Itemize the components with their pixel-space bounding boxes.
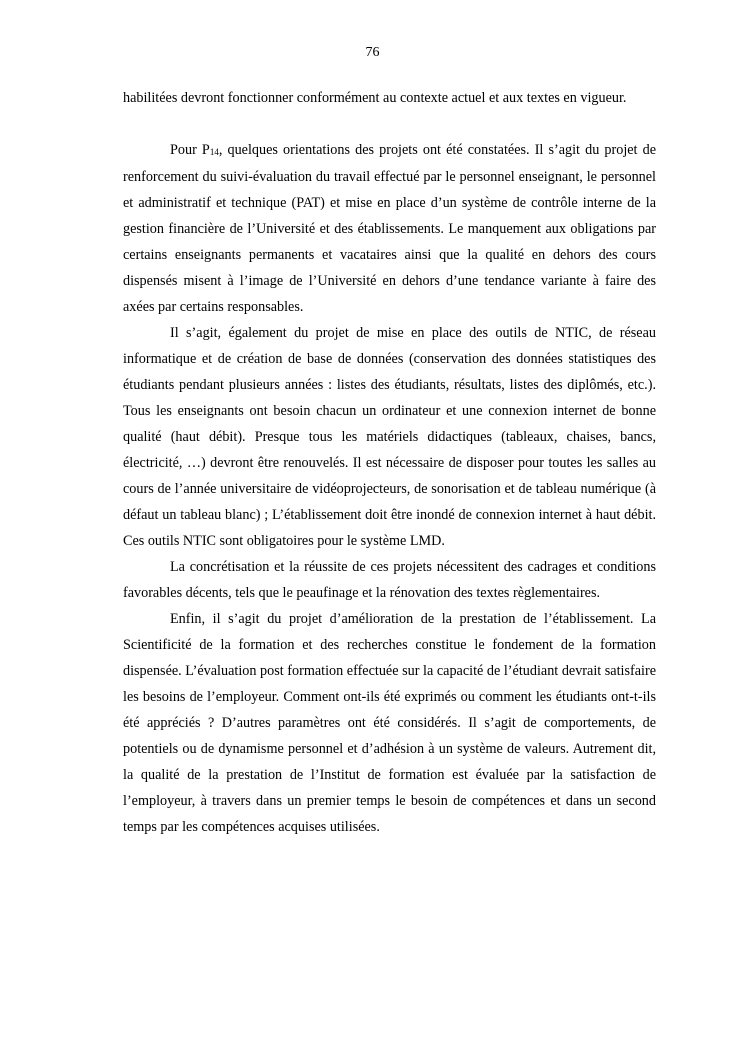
paragraph-amelioration-prestation: Enfin, il s’agit du projet d’amélioration de la prestation de l’établissement. La Scientificité de la formation et des recherches constitue le fondement de la formation dispensée. L’évaluation post formation effectuée sur la capacité de l’étudiant devrait satisfaire les besoins de l’employeur. Comment ont-ils été exprimés ou comment les étudiants ont-t-ils été appréciés ? D’autres paramètres ont été considérés. Il s’agit de comportements, de potentiels ou de dynamisme personnel et d’adhésion à un système de valeurs. Autrement dit, la qualité de la prestation de l’Institut de formation est évaluée par la satisfaction de l’employeur, à travers dans un premier temps le besoin de compétences et dans un second temps par les compétences acquises utilisées. — [123, 611, 656, 835]
page-number: 76 — [365, 45, 380, 60]
paragraph-concretisation: La concrétisation et la réussite de ces projets nécessitent des cadrages et conditions favorables décents, tels que le peaufinage et la rénovation des textes règlementaires. — [123, 559, 656, 601]
paragraph-ntic-project: Il s’agit, également du projet de mise en place des outils de NTIC, de réseau informatique et de création de base de données (conservation des données statistiques des étudiants pendant plusieurs années : listes des étudiants, résultats, listes des diplômés, etc.). Tous les enseignants ont besoin chacun un ordinateur et une connexion internet de bonne qualité (haut débit). Presque tous les matériels didactiques (tableaux, chaises, bancs, électricité, …) devront être renouvelés. Il est nécessaire de disposer pour toutes les salles au cours de l’année universitaire de vidéoprojecteurs, de sonorisation et de tableau numérique (à défaut un tableau blanc) ; L’établissement doit être inondé de connexion internet à haut débit. Ces outils NTIC sont obligatoires pour le système LMD. — [123, 325, 656, 549]
paragraph-gap — [123, 111, 656, 137]
document-body — [123, 85, 656, 840]
paragraph-continuation: habilitées devront fonctionner conformément au contexte actuel et aux textes en vigueur. — [123, 90, 627, 106]
p14-intro-text: Pour P — [170, 142, 210, 158]
p14-subscript: 14 — [209, 147, 219, 157]
p14-body-text: , quelques orientations des projets ont été constatées. Il s’agit du projet de renforcement du suivi-évaluation du travail effectué par le personnel enseignant, le personnel et administratif et technique (PAT) et mise en place d’un système de contrôle interne de la gestion financière de l’Université et des établissements. Le manquement aux obligations par certains enseignants permanents et vacataires ainsi que la qualité en dehors des cours dispensés misent à l’image de l’Université en dehors d’une tendance variante à faire des axées par certains responsables. — [123, 142, 656, 315]
paragraph-p14-orientations — [123, 137, 656, 320]
